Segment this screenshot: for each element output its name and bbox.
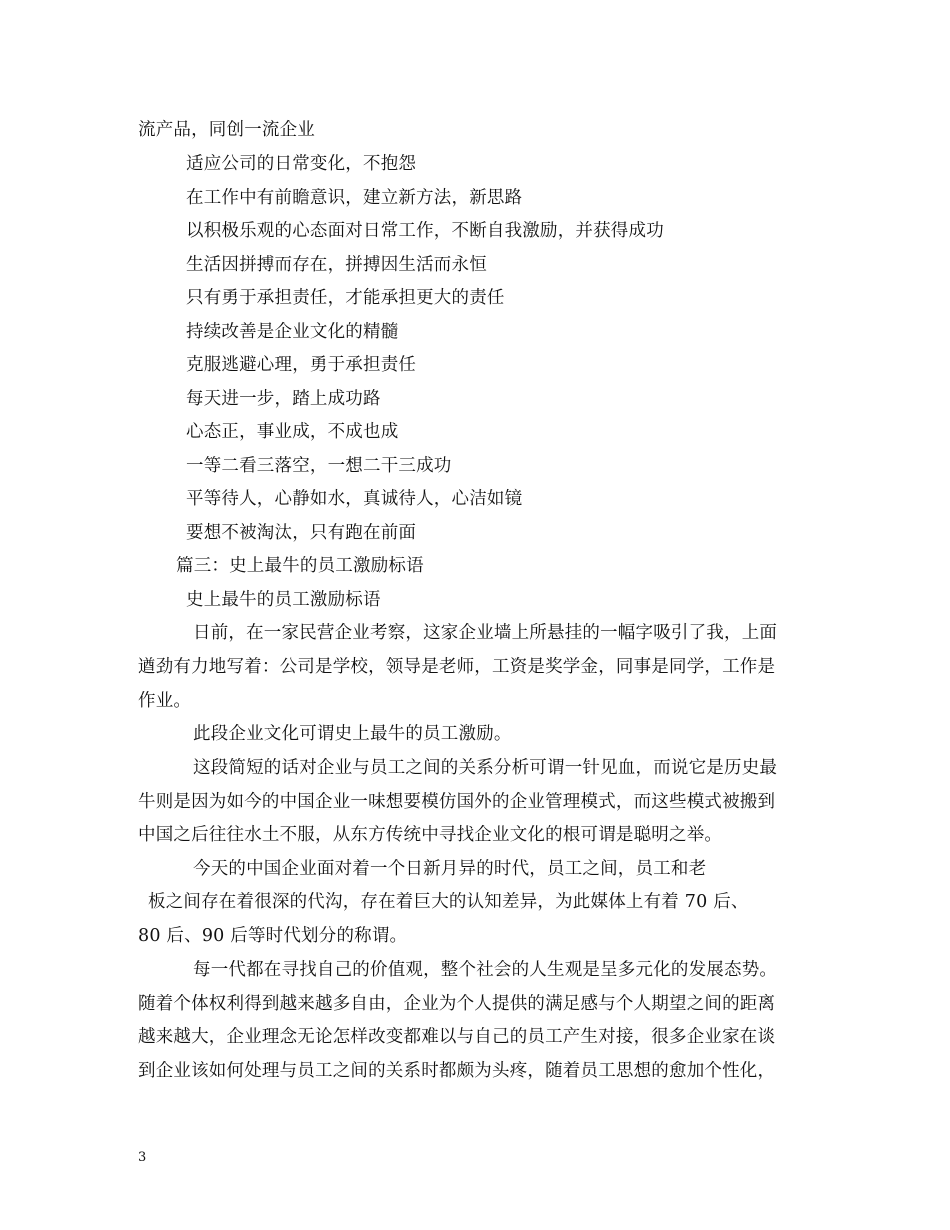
text-line-29: 到企业该如何处理与员工之间的关系时都颇为头疼，随着员工思想的愈加个性化， xyxy=(138,1061,776,1081)
text-line-11: 一等二看三落空，一想二干三成功 xyxy=(186,456,452,476)
article-title: 史上最牛的员工激励标语 xyxy=(186,590,381,610)
text-line-7: 持续改善是企业文化的精髓 xyxy=(186,322,399,342)
text-line-22: 中国之后往往水土不服，从东方传统中寻找企业文化的根可谓是聪明之举。 xyxy=(138,825,723,845)
text-line-12: 平等待人，心静如水，真诚待人，心洁如镜 xyxy=(186,489,523,509)
text-line-5: 生活因拼搏而存在，拼搏因生活而永恒 xyxy=(186,255,487,275)
text-line-9: 每天进一步，踏上成功路 xyxy=(186,389,381,409)
text-line-6: 只有勇于承担责任，才能承担更大的责任 xyxy=(186,288,505,308)
text-line-1: 流产品，同创一流企业 xyxy=(138,120,315,140)
text-line-8: 克服逃避心理，勇于承担责任 xyxy=(186,355,417,375)
text-line-16: 日前，在一家民营企业考察，这家企业墙上所悬挂的一幅字吸引了我，上面 xyxy=(193,623,778,643)
text-line-28: 越来越大，企业理念无论怎样改变都难以与自己的员工产生对接，很多企业家在谈 xyxy=(138,1027,776,1047)
text-line-21: 牛则是因为如今的中国企业一味想要模仿国外的企业管理模式，而这些模式被搬到 xyxy=(138,792,776,812)
text-line-10: 心态正，事业成，不成也成 xyxy=(186,422,399,442)
text-line-23: 今天的中国企业面对着一个日新月异的时代，员工之间，员工和老 xyxy=(193,859,707,879)
text-line-18: 作业。 xyxy=(138,691,192,711)
text-line-20: 这段简短的话对企业与员工之间的关系分析可谓一针见血，而说它是历史最 xyxy=(193,758,778,778)
section-heading: 篇三：史上最牛的员工激励标语 xyxy=(176,556,424,576)
page-number: 3 xyxy=(138,1150,147,1165)
text-line-19: 此段企业文化可谓史上最牛的员工激励。 xyxy=(193,724,512,744)
text-line-2: 适应公司的日常变化，不抱怨 xyxy=(186,154,417,174)
text-line-25: 80 后、90 后等时代划分的称谓。 xyxy=(138,926,408,946)
text-line-17: 遒劲有力地写着：公司是学校，领导是老师，工资是奖学金，同事是同学，工作是 xyxy=(138,657,776,677)
text-line-4: 以积极乐观的心态面对日常工作，不断自我激励，并获得成功 xyxy=(186,221,664,241)
text-line-24: 板之间存在着很深的代沟，存在着巨大的认知差异，为此媒体上有着 70 后、 xyxy=(148,892,749,912)
text-line-13: 要想不被淘汰，只有跑在前面 xyxy=(186,523,417,543)
text-line-27: 随着个体权利得到越来越多自由，企业为个人提供的满足感与个人期望之间的距离 xyxy=(138,994,776,1014)
text-line-3: 在工作中有前瞻意识，建立新方法，新思路 xyxy=(186,188,523,208)
text-line-26: 每一代都在寻找自己的价值观，整个社会的人生观是呈多元化的发展态势。 xyxy=(193,960,778,980)
